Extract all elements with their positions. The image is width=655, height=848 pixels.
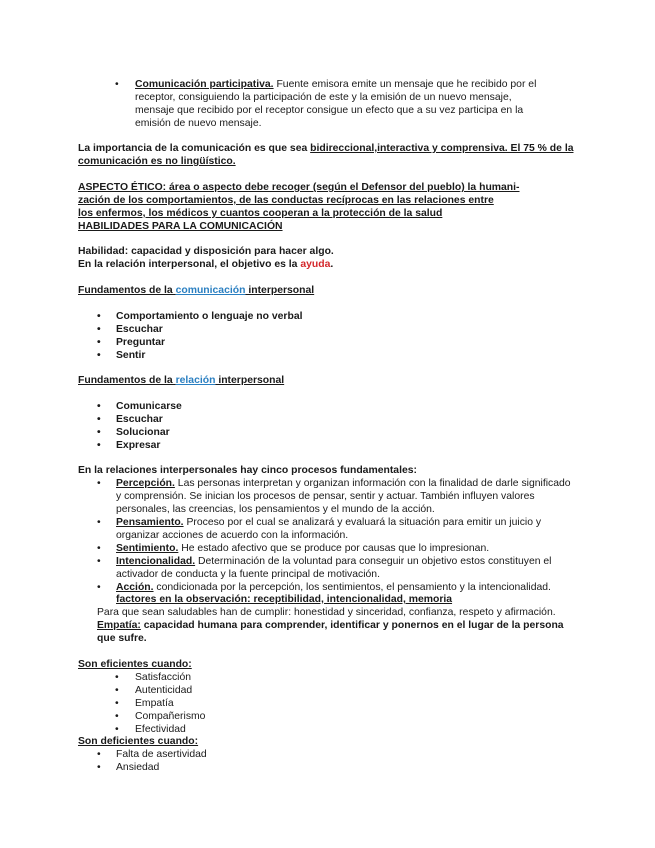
list-item: • Pensamiento. Proceso por el cual se analizará y evaluará la situación para emitir un juicio y organizar acciones de acuerdo con la información. xyxy=(97,517,542,541)
list-item: • Comportamiento o lenguaje no verbal xyxy=(97,311,303,322)
list-item: • Sentir xyxy=(97,350,146,361)
list-item: • Empatía xyxy=(115,698,174,709)
fund-comm-heading: Fundamentos de la comunicación interpersonal xyxy=(78,285,315,296)
deficient-heading: Son deficientes cuando: xyxy=(78,736,199,747)
participative-text: Fuente emisora emite un mensaje que he recibido por el receptor, consiguiendo la participación de este y la emisión de un nuevo mensaje, mensaje que recibido por el receptor consigue un efecto que a su vez participa en la emisión de nuevo mensaje. xyxy=(135,79,537,129)
participative-term: Comunicación participativa. xyxy=(135,79,274,90)
efficient-heading: Son eficientes cuando: xyxy=(78,659,192,670)
empathy-paragraph: Empatía: capacidad humana para comprender, identificar y ponernos en el lugar de la persona que sufre. xyxy=(97,620,564,644)
bullet: • xyxy=(115,79,119,90)
list-item: • Preguntar xyxy=(97,337,166,348)
processes-list xyxy=(97,477,577,594)
list-item: • Ansiedad xyxy=(97,762,160,773)
fund-comm-list xyxy=(97,310,597,362)
list-item: • Efectividad xyxy=(115,724,186,735)
list-item: • Expresar xyxy=(97,440,161,451)
deficient-list xyxy=(97,748,597,774)
list-item: • Sentimiento. He estado afectivo que se produce por causas que lo impresionan. xyxy=(97,543,490,554)
list-item: • Satisfacción xyxy=(115,672,192,683)
list-item: • Intencionalidad. Determinación de la voluntad para conseguir un objetivo estos constituyen el activador de conducta y la fuente principal de motivación. xyxy=(97,556,552,580)
participative-item xyxy=(115,78,545,130)
processes-heading: En la relaciones interpersonales hay cinco procesos fundamentales: xyxy=(78,465,417,476)
factors-line: factores en la observación: receptibilidad, intencionalidad, memoria xyxy=(116,594,453,605)
list-item: • Solucionar xyxy=(97,427,170,438)
skill-paragraph: Habilidad: capacidad y disposición para hacer algo. En la relación interpersonal, el objetivo es la ayuda. xyxy=(78,246,334,270)
list-item: • Acción. condicionada por la percepción, los sentimientos, el pensamiento y la intencionalidad. xyxy=(97,582,551,593)
list-item: • Percepción. Las personas interpretan y organizan información con la finalidad de darle significado y comprensión. Se inician los procesos de pensar, sentir y actuar. También influyen valores personales, las creencias, los pensamientos y el mundo de la acción. xyxy=(97,478,571,515)
importance-paragraph: La importancia de la comunicación es que sea bidireccional,interactiva y comprensiva. El 75 % de la comunicación es no lingüístico. xyxy=(78,143,574,167)
list-item: • Autenticidad xyxy=(115,685,193,696)
list-item: • Comunicarse xyxy=(97,401,182,412)
fund-rel-heading: Fundamentos de la relación interpersonal xyxy=(78,375,285,386)
list-item: • Escuchar xyxy=(97,324,163,335)
efficient-list xyxy=(115,671,615,736)
healthy-line: Para que sean saludables han de cumplir: honestidad y sinceridad, confianza, respeto y afirmación. xyxy=(97,607,556,618)
list-item: • Compañerismo xyxy=(115,711,206,722)
list-item: • Falta de asertividad xyxy=(97,749,207,760)
list-item: • Escuchar xyxy=(97,414,163,425)
ethic-paragraph: ASPECTO ÉTICO: área o aspecto debe recoger (según el Defensor del pueblo) la humani- zación de los comportamientos, de las conductas recíprocas en las relaciones entre los enfermos, los médicos y cuantos cooperan a la protección de la salud HABILIDADES PARA LA COMUNICACIÓN xyxy=(78,182,520,232)
fund-rel-list xyxy=(97,400,597,452)
